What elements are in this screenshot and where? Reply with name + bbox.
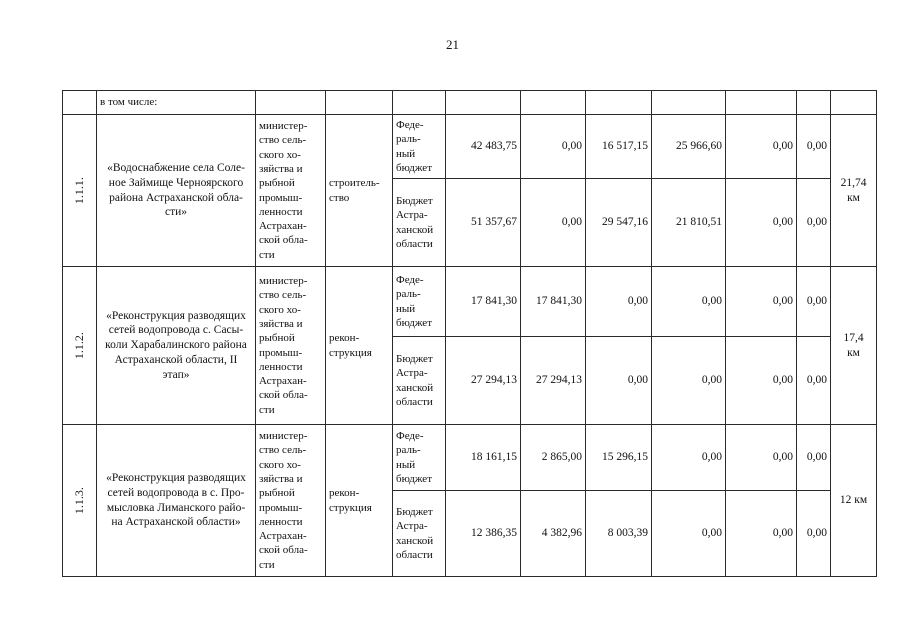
capacity: 17,4 км <box>831 267 877 425</box>
amount-y5: 0,00 <box>797 115 831 179</box>
amount-y3: 0,00 <box>652 491 726 577</box>
amount-y4: 0,00 <box>726 267 797 337</box>
table-row <box>63 425 877 491</box>
funding-source: Феде- раль- ный бюджет <box>393 425 446 491</box>
project-index-cell <box>63 115 97 267</box>
table-row <box>63 267 877 337</box>
amount-y3: 21 810,51 <box>652 179 726 267</box>
amount-y1: 0,00 <box>521 115 586 179</box>
amount-y5: 0,00 <box>797 179 831 267</box>
amount-y3: 0,00 <box>652 425 726 491</box>
amount-y2: 0,00 <box>586 337 652 425</box>
project-name: «Реконструкция разводящих сетей водопровода с. Сасы- коли Харабалинского района Астраханской области, II этап» <box>97 267 256 425</box>
amount-y4: 0,00 <box>726 337 797 425</box>
work-type: рекон- струкция <box>326 425 393 577</box>
amount-y1: 4 382,96 <box>521 491 586 577</box>
amount-y3: 0,00 <box>652 267 726 337</box>
project-index: 1.1.1. <box>71 176 86 204</box>
project-name: «Водоснабжение села Соле- ное Займище Черноярского района Астраханской обла- сти» <box>97 115 256 267</box>
amount-y2: 8 003,39 <box>586 491 652 577</box>
table-row <box>63 115 877 179</box>
capacity: 21,74 км <box>831 115 877 267</box>
work-type: рекон- струкция <box>326 267 393 425</box>
budget-table <box>62 90 877 577</box>
amount-y5: 0,00 <box>797 267 831 337</box>
amount-y5: 0,00 <box>797 491 831 577</box>
amount-y4: 0,00 <box>726 491 797 577</box>
amount-y4: 0,00 <box>726 179 797 267</box>
amount-y3: 0,00 <box>652 337 726 425</box>
funding-source: Бюджет Астра- ханской области <box>393 179 446 267</box>
amount-y2: 0,00 <box>586 267 652 337</box>
project-index-cell <box>63 267 97 425</box>
amount-y2: 16 517,15 <box>586 115 652 179</box>
amount-y4: 0,00 <box>726 115 797 179</box>
work-type: строитель- ство <box>326 115 393 267</box>
project-name: «Реконструкция разводящих сетей водопровода в с. Про- мысловка Лиманского райо- на Астраханской области» <box>97 425 256 577</box>
amount-y2: 15 296,15 <box>586 425 652 491</box>
funding-source: Бюджет Астра- ханской области <box>393 491 446 577</box>
responsible-org: министер- ство сель- ского хо- зяйства и рыбной промыш- ленности Астрахан- ской обла- сти <box>256 115 326 267</box>
amount-y2: 29 547,16 <box>586 179 652 267</box>
amount-total: 51 357,67 <box>446 179 521 267</box>
amount-y1: 0,00 <box>521 179 586 267</box>
subheading-label: в том числе: <box>97 91 256 115</box>
amount-y5: 0,00 <box>797 337 831 425</box>
funding-source: Феде- раль- ный бюджет <box>393 115 446 179</box>
amount-y5: 0,00 <box>797 425 831 491</box>
amount-total: 27 294,13 <box>446 337 521 425</box>
amount-y1: 17 841,30 <box>521 267 586 337</box>
project-index: 1.1.2. <box>71 331 86 359</box>
project-index-cell <box>63 425 97 577</box>
amount-total: 12 386,35 <box>446 491 521 577</box>
amount-total: 18 161,15 <box>446 425 521 491</box>
funding-source: Феде- раль- ный бюджет <box>393 267 446 337</box>
funding-source: Бюджет Астра- ханской области <box>393 337 446 425</box>
responsible-org: министер- ство сель- ского хо- зяйства и рыбной промыш- ленности Астрахан- ской обла- сти <box>256 425 326 577</box>
amount-y4: 0,00 <box>726 425 797 491</box>
amount-y1: 27 294,13 <box>521 337 586 425</box>
amount-total: 17 841,30 <box>446 267 521 337</box>
subheading-index-cell <box>63 91 97 115</box>
amount-total: 42 483,75 <box>446 115 521 179</box>
project-index: 1.1.3. <box>71 486 86 514</box>
capacity: 12 км <box>831 425 877 577</box>
amount-y3: 25 966,60 <box>652 115 726 179</box>
subheading-row <box>63 91 877 115</box>
page-number: 21 <box>446 37 459 52</box>
responsible-org: министер- ство сель- ского хо- зяйства и рыбной промыш- ленности Астрахан- ской обла- сти <box>256 267 326 425</box>
amount-y1: 2 865,00 <box>521 425 586 491</box>
